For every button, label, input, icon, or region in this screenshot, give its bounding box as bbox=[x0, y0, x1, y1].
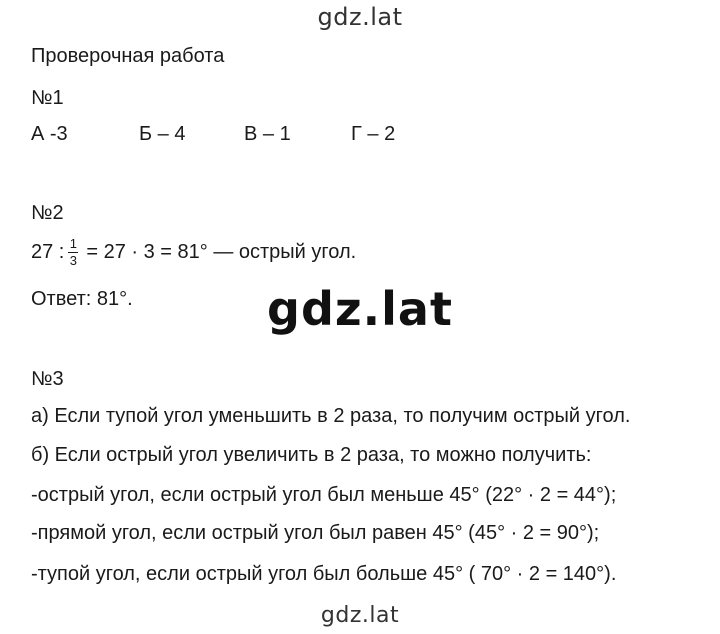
equation-start: 27 : bbox=[31, 240, 65, 263]
task1-number: №1 bbox=[31, 87, 64, 109]
task3-line-right: -прямой угол, если острый угол был равен 45° (45° · 2 = 90°); bbox=[31, 522, 600, 544]
fraction-numerator: 1 bbox=[69, 235, 77, 251]
task3-line-acute: -острый угол, если острый угол был меньше 45° (22° · 2 = 44°); bbox=[31, 484, 617, 506]
task2-number: №2 bbox=[31, 202, 64, 224]
task1-answer-a: А -3 bbox=[31, 123, 68, 145]
task3-line-b: б) Если острый угол увеличить в 2 раза, то можно получить: bbox=[31, 444, 592, 466]
task3-number: №3 bbox=[31, 368, 64, 390]
task3-line-obtuse: -тупой угол, если острый угол был больше 45° ( 70° · 2 = 140°). bbox=[31, 563, 617, 585]
watermark-center: gdz.lat bbox=[267, 282, 453, 336]
task2-equation bbox=[31, 232, 356, 272]
fraction-one-third bbox=[68, 237, 78, 268]
watermark-bottom: gdz.lat bbox=[320, 603, 400, 628]
task1-answer-v: В – 1 bbox=[244, 123, 291, 145]
task2-answer: Ответ: 81°. bbox=[31, 288, 133, 310]
fraction-denominator: 3 bbox=[69, 252, 77, 268]
watermark-top: gdz.lat bbox=[317, 3, 403, 31]
page-title: Проверочная работа bbox=[31, 45, 225, 67]
task1-answer-b: Б – 4 bbox=[139, 123, 186, 145]
task3-line-a: а) Если тупой угол уменьшить в 2 раза, то получим острый угол. bbox=[31, 405, 631, 427]
task1-answer-g: Г – 2 bbox=[351, 123, 396, 145]
equation-rest: = 27 · 3 = 81° — острый угол. bbox=[86, 240, 357, 263]
